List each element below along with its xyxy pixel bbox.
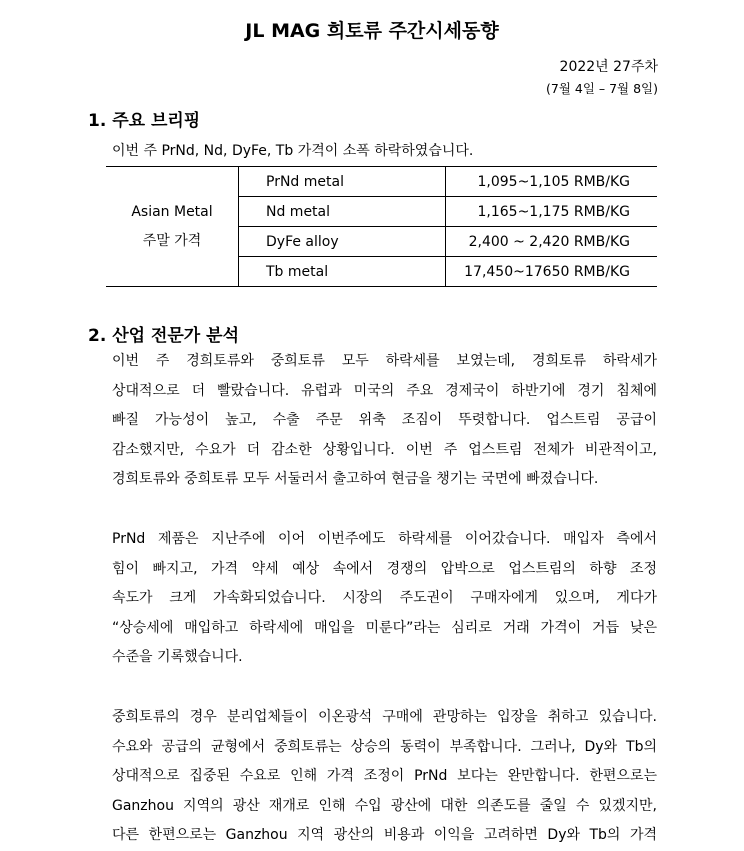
section-heading-analysis: 2. 산업 전문가 분석 (88, 326, 239, 346)
price-source-note: 주말 가격 (142, 232, 202, 249)
paragraph-line: PrNd 제품은 지난주에 이어 이번주에도 하락세를 이어갔습니다. 매입자 측에서 (112, 531, 657, 547)
paragraph-line: 상대적으로 더 빨랐습니다. 유럽과 미국의 주요 경제국이 하반기에 경기 침체에 (112, 382, 657, 399)
paragraph-line: 이번 주 경희토류와 중희토류 모두 하락세를 보였는데, 경희토류 하락세가 (112, 353, 657, 369)
paragraph-line: 속도가 크게 가속화되었습니다. 시장의 주도권이 구매자에게 있으며, 게다가 (112, 590, 657, 607)
product-name: DyFe alloy (239, 227, 446, 257)
product-price: 1,095~1,105 RMB/KG (446, 167, 658, 197)
paragraph-line: Ganzhou 지역의 광산 재개로 인해 수입 광산에 대한 의존도를 줄일 수 있겠지만, (112, 797, 657, 814)
paragraph-line: 수준을 기록했습니다. (112, 649, 243, 666)
paragraph-line: “상승세에 매입하고 하락세에 매입을 미룬다”라는 심리로 거래 가격이 거듭 낮은 (112, 619, 657, 636)
report-week: 2022년 27주차 (559, 59, 658, 75)
product-price: 2,400 ~ 2,420 RMB/KG (446, 227, 658, 257)
paragraph-line: 다른 한편으로는 Ganzhou 지역 광산의 비용과 이익을 고려하면 Dy와 Tb의 가격 (112, 827, 657, 844)
product-price: 17,450~17650 RMB/KG (446, 257, 658, 287)
product-name: Tb metal (239, 257, 446, 287)
paragraph-line: 경희토류와 중희토류 모두 서둘러서 출고하여 현금을 챙기는 국면에 빠졌습니다. (112, 471, 599, 488)
analysis-paragraph-1 (112, 347, 657, 495)
paragraph-line: 빠질 가능성이 높고, 수출 주문 위축 조짐이 뚜렷합니다. 업스트림 공급이 (112, 412, 657, 429)
report-title: JL MAG 희토류 주간시세동향 (245, 20, 499, 42)
price-source-cell (106, 167, 239, 287)
paragraph-line: 수요와 공급의 균형에서 중희토류는 상승의 동력이 부족합니다. 그러나, Dy와 Tb의 (112, 738, 657, 755)
report-date-range: (7월 4일 – 7월 8일) (545, 81, 658, 96)
paragraph-line: 감소했지만, 수요가 더 감소한 상황입니다. 이번 주 업스트림 전체가 비관적이고, (112, 441, 657, 458)
paragraph-line: 힘이 빠지고, 가격 약세 예상 속에서 경쟁의 압박으로 업스트림의 하향 조정 (112, 560, 657, 577)
paragraph-line: 중희토류의 경우 분리업체들이 이온광석 구매에 관망하는 입장을 취하고 있습니다. (112, 709, 657, 725)
price-source-name: Asian Metal (131, 203, 213, 220)
product-price: 1,165~1,175 RMB/KG (446, 197, 658, 227)
analysis-paragraph-3 (112, 703, 657, 851)
price-table (106, 166, 657, 287)
section-heading-briefing: 1. 주요 브리핑 (88, 111, 201, 131)
price-row-prnd (106, 167, 657, 197)
analysis-paragraph-2 (112, 525, 657, 673)
product-name: PrNd metal (239, 167, 446, 197)
briefing-summary: 이번 주 PrNd, Nd, DyFe, Tb 가격이 소폭 하락하였습니다. (112, 143, 474, 159)
product-name: Nd metal (239, 197, 446, 227)
paragraph-line: 상대적으로 집중된 수요로 인해 가격 조정이 PrNd 보다는 완만합니다. 한편으로는 (112, 768, 657, 785)
